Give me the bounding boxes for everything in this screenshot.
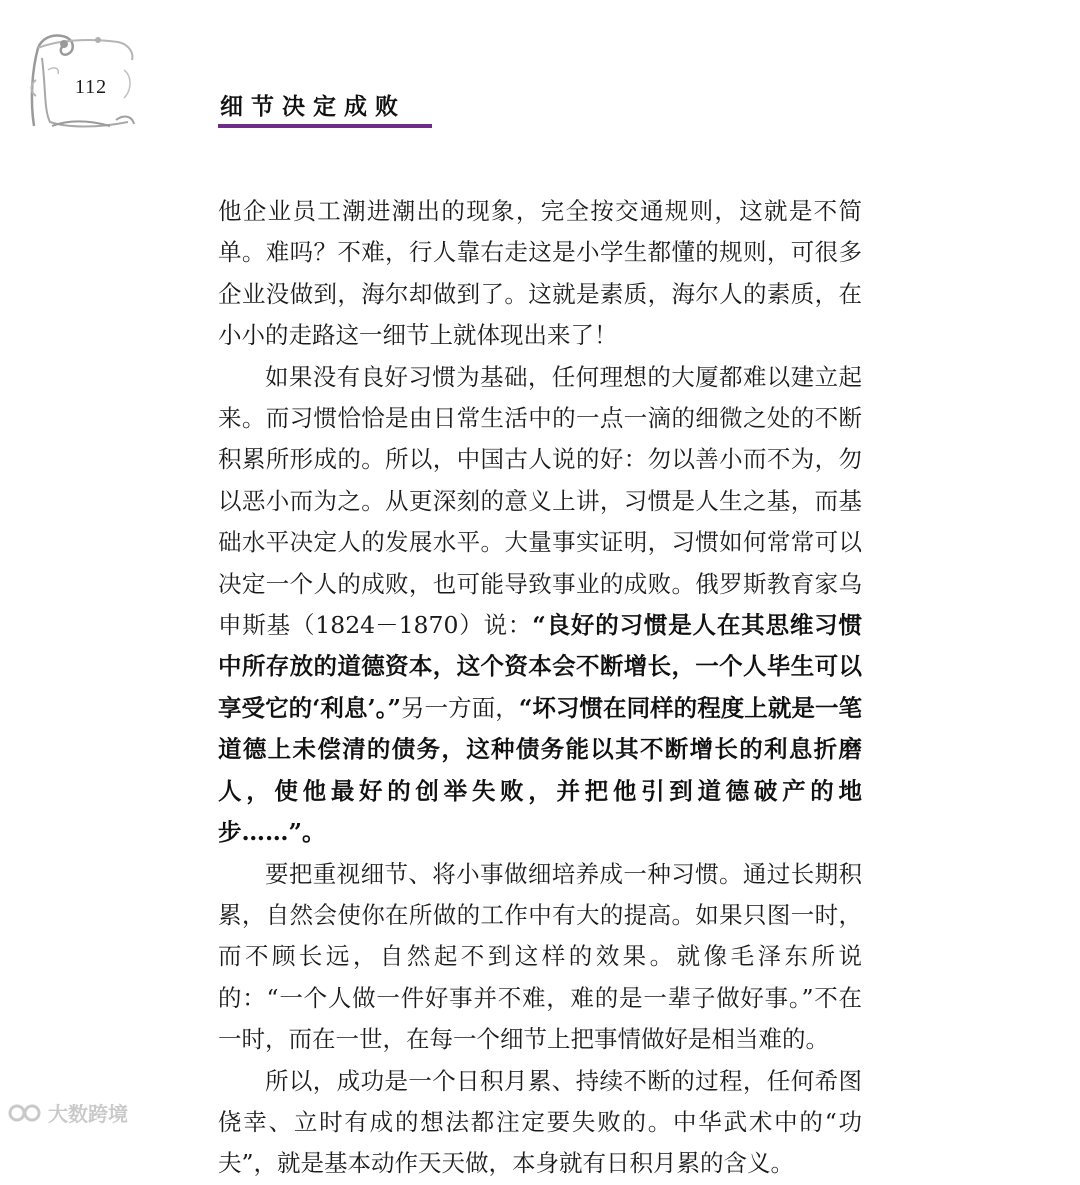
title-underline — [218, 124, 432, 128]
page-number: 112 — [74, 76, 108, 98]
quote-text: “良好的习惯是人在其思维习惯中所存放的道德资本，这个资本会不断增长，一个人毕生可以享受它的‘利息’。” — [218, 611, 862, 722]
body-run: 他企业员工潮进潮出的现象，完全按交通规则，这就是不简单。难吗？不难，行人靠右走这是小学生都懂的规则，可很多企业没做到，海尔却做到了。这就是素质，海尔人的素质，在小小的走路这一细节上就体现出来了！ — [218, 197, 862, 350]
quote-text: “坏习惯在同样的程度上就是一笔道德上未偿清的债务，这种债务能以其不断增长的利息折磨人，使他最好的创举失败，并把他引到道德破产的地步……”。 — [218, 693, 862, 847]
paragraph — [218, 357, 862, 854]
body-run: 如果没有良好习惯为基础，任何理想的大厦都难以建立起来。而习惯恰恰是由日常生活中的一点一滴的细微之处的不断积累所形成的。所以，中国古人说的好：勿以善小而不为，勿以恶小而为之。从更深刻的意义上讲，习惯是人生之基，而基础水平决定人的发展水平。大量事实证明，习惯如何常常可以决定一个人的成败，也可能导致事业的成败。俄罗斯教育家乌申斯基（1824－1870）说： — [218, 362, 862, 640]
watermark-logo-icon — [8, 1102, 42, 1124]
body-run: 所以，成功是一个日积月累、持续不断的过程，任何希图侥幸、立时有成的想法都注定要失败的。中华武术中的“功夫”，就是基本动作天天做，本身就有日积月累的含义。 — [218, 1066, 862, 1178]
body-text — [218, 191, 862, 1185]
running-title: 细节决定成败 — [220, 93, 406, 120]
paragraph — [218, 854, 862, 1061]
watermark-text: 大数跨境 — [48, 1102, 128, 1126]
paragraph — [218, 1061, 862, 1185]
paragraph — [218, 191, 862, 357]
body-run: 另一方面， — [401, 693, 519, 722]
watermark — [8, 1098, 128, 1127]
body-run: 要把重视细节、将小事做细培养成一种习惯。通过长期积累，自然会使你在所做的工作中有大的提高。如果只图一时，而不顾长远，自然起不到这样的效果。就像毛泽东所说的：“一个人做一件好事并不难，难的是一辈子做好事。”不在一时，而在一世，在每一个细节上把事情做好是相当难的。 — [218, 859, 862, 1054]
